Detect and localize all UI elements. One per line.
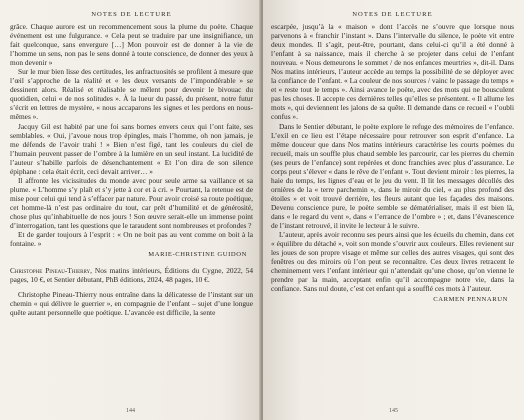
reviewed-author: Christophe Pineau-Thierry,	[10, 266, 92, 276]
review-signature: MARIE-CHRISTINE GUIDON	[148, 251, 247, 259]
left-page	[0, 0, 261, 420]
book-details: Nos matins intérieurs, Éditions du Cygne, 2022, 54 pages, 10 €, et Sentier débutant, PhB éditions, 2024, 48 pages, 10 €.	[10, 266, 253, 285]
paragraph: Dans le Sentier débutant, le poète explore le refuge des mémoires de l’enfance. L’exil en ce lieu est l’étape nécessaire pour retrouver son esprit d’enfance. La même douceur que dans Nos matins intérieurs caractérise les courts poèmes du recueil, mais un souffle plus chaud semble les parcourir, car les pierres du chemin (ses peurs de l’enfance) sont repérées et donc franchies avec plus d’assurance. Le corps peut s’élever « dans le rêve de l’enfant ». Tout devient miroir : les pierres, la haie du temps, les lignes d’eau et le jeu du vent. Il lit les messages décollés des ornières de la « terre parchemin », dans le miroir du ciel, « au plus profond des étoiles » et voit trouvé derrière, les fleurs autant que les façades des maisons. Devenu conscience pure, le poète semble se dématérialiser, mais il est bien là, dans « le regard du vent », dans « l’errance de l’ombre » ; et, dans l’évanescence de l’instant retrouvé, il invite le lecteur à le suivre.	[271, 121, 514, 231]
running-head-left: NOTES DE LECTURE	[91, 11, 172, 18]
paragraph: Il affronte les vicissitudes du monde avec pour seule arme sa vaillance et sa plume. « L’homme s’y plaît et s’y jette à cor et à cri. » Pourtant, la retenue est de mise pour celui qui tend à s’effacer par nature. Pour avoir croisé sa route poétique, cet homme-là n’est pas ordinaire du tout, car prêt d’humilité et de générosité, chose plus qu’inhabituelle de nos jours ! Son œuvre serait-elle un immense point d’interrogation, tant les questions que le taraudent sont nombreuses et profondes ?	[10, 175, 253, 231]
paragraph: L’auteur, après avoir reconnu ses peurs ainsi que les écueils du chemin, dans cet « équilibre du détaché », voit son monde s’ouvrir aux couleurs. Elles revienent sur les joues de son propre visage et même sur celles des autres visages, qui sont des fenêtres ou des miroirs où l’on peut se reconnaître. Ces deux livres retracent le cheminement vers l’enfant intérieur qui n’attendait qu’une chose, qu’on vienne le prendre par la main, acceptant enfin qu’il accompagne notre vie, dans la confiance. Sans nul doute, c’est cet enfant qui a soufflé ces mots à l’auteur.	[271, 230, 514, 294]
paragraph: Et de garder toujours à l’esprit : « On ne boit pas au vent comme on boit à la fontaine. »	[10, 230, 253, 249]
paragraph: escarpée, jusqu’à la « maison » dont l’accès ne s’ouvre que lorsque nous parvenons à « franchir l’instant ». Dans l’intervalle du silence, le poète vit entre deux mondes. Il s’agit, peut-être, pourtant, dans celui-ci qu’il a été donné à l’enfant à sa naissance, mais il cherche à se projeter dans celui de l’enfant nouveau. « Nous demeurons le sommet / de nos enfances meurtries », dit-il. Dans Nos matins intérieurs, l’auteur accède au temps la possibilité de se déployer avec la confiance de l’enfant. « La couleur de nos sources / vainc le passage du temps » et « reste tout le temps ». Ainsi avance le poète, avec des mots qui ne bousculent pas les choses. Il accepte ces dernières telles qu’elles se présentent. « Il allume les mots », qui deviennent les jalons de sa quête. Il demande dans ce recueil « l’oubli confus ».	[271, 22, 514, 122]
paragraph: Jacquy Gil est habité par une foi sans bornes envers ceux qui l’ont faite, ses semblables. « Oui, j’avoue nous trop épingles, mais l’homme, oh non jamais, je me défends de l’avoir trahi ! » Bien n’est figé, tant les couleurs du ciel de l’humain peuvent passer de l’ombre à la lumière en un seul instant. La lucidité de l’auteur s’habille parfois de désenchantement « Et l’on dira de son silence épiphane : cela était écrit, ceci devait arriver… »	[10, 121, 253, 176]
page-number: 145	[389, 408, 398, 414]
running-head-right: NOTES DE LECTURE	[352, 11, 433, 18]
book-reference	[10, 266, 253, 284]
page-number: 144	[126, 408, 135, 414]
paragraph: Christophe Pineau-Thierry nous entraîne dans la délicatesse de l’instant sur un chemin « qui délivre le guerrier », en compagnie de l’enfant – sujet d’une longue quête autant personnelle que poétique. L’avancée est difficile, la sente	[10, 290, 253, 318]
right-page	[263, 0, 524, 420]
paragraph: Sur le mur bien lisse des certitudes, les anfractuosités se profilent à mesure que l’œil s’approche de la réalité et « les deux versants de l’impondérable » se dessinent alors. Réalisé et réalisable se mêlent pour devenir le bivouac du quotidien, celui « de nos solitudes ». À la lueur du passé, du présent, notre futur s’écrit en lettres de mystère, « nous accaparons les signes et les perdons en nous-mêmes ».	[10, 67, 253, 122]
paragraph: grâce. Chaque aurore est un recommencement sous la plume du poète. Chaque événement est une fulgurance. « Cela peut se traduire par une insignifiance, un fait quelconque, sans envergure […] Mon pouvoir est de donner à la vie de l’homme un sens, non pas le sens donné à toute conscience, de donner des yeux à mon devenir »	[10, 22, 253, 68]
review-signature: CARMEN PENNARUN	[433, 296, 508, 304]
